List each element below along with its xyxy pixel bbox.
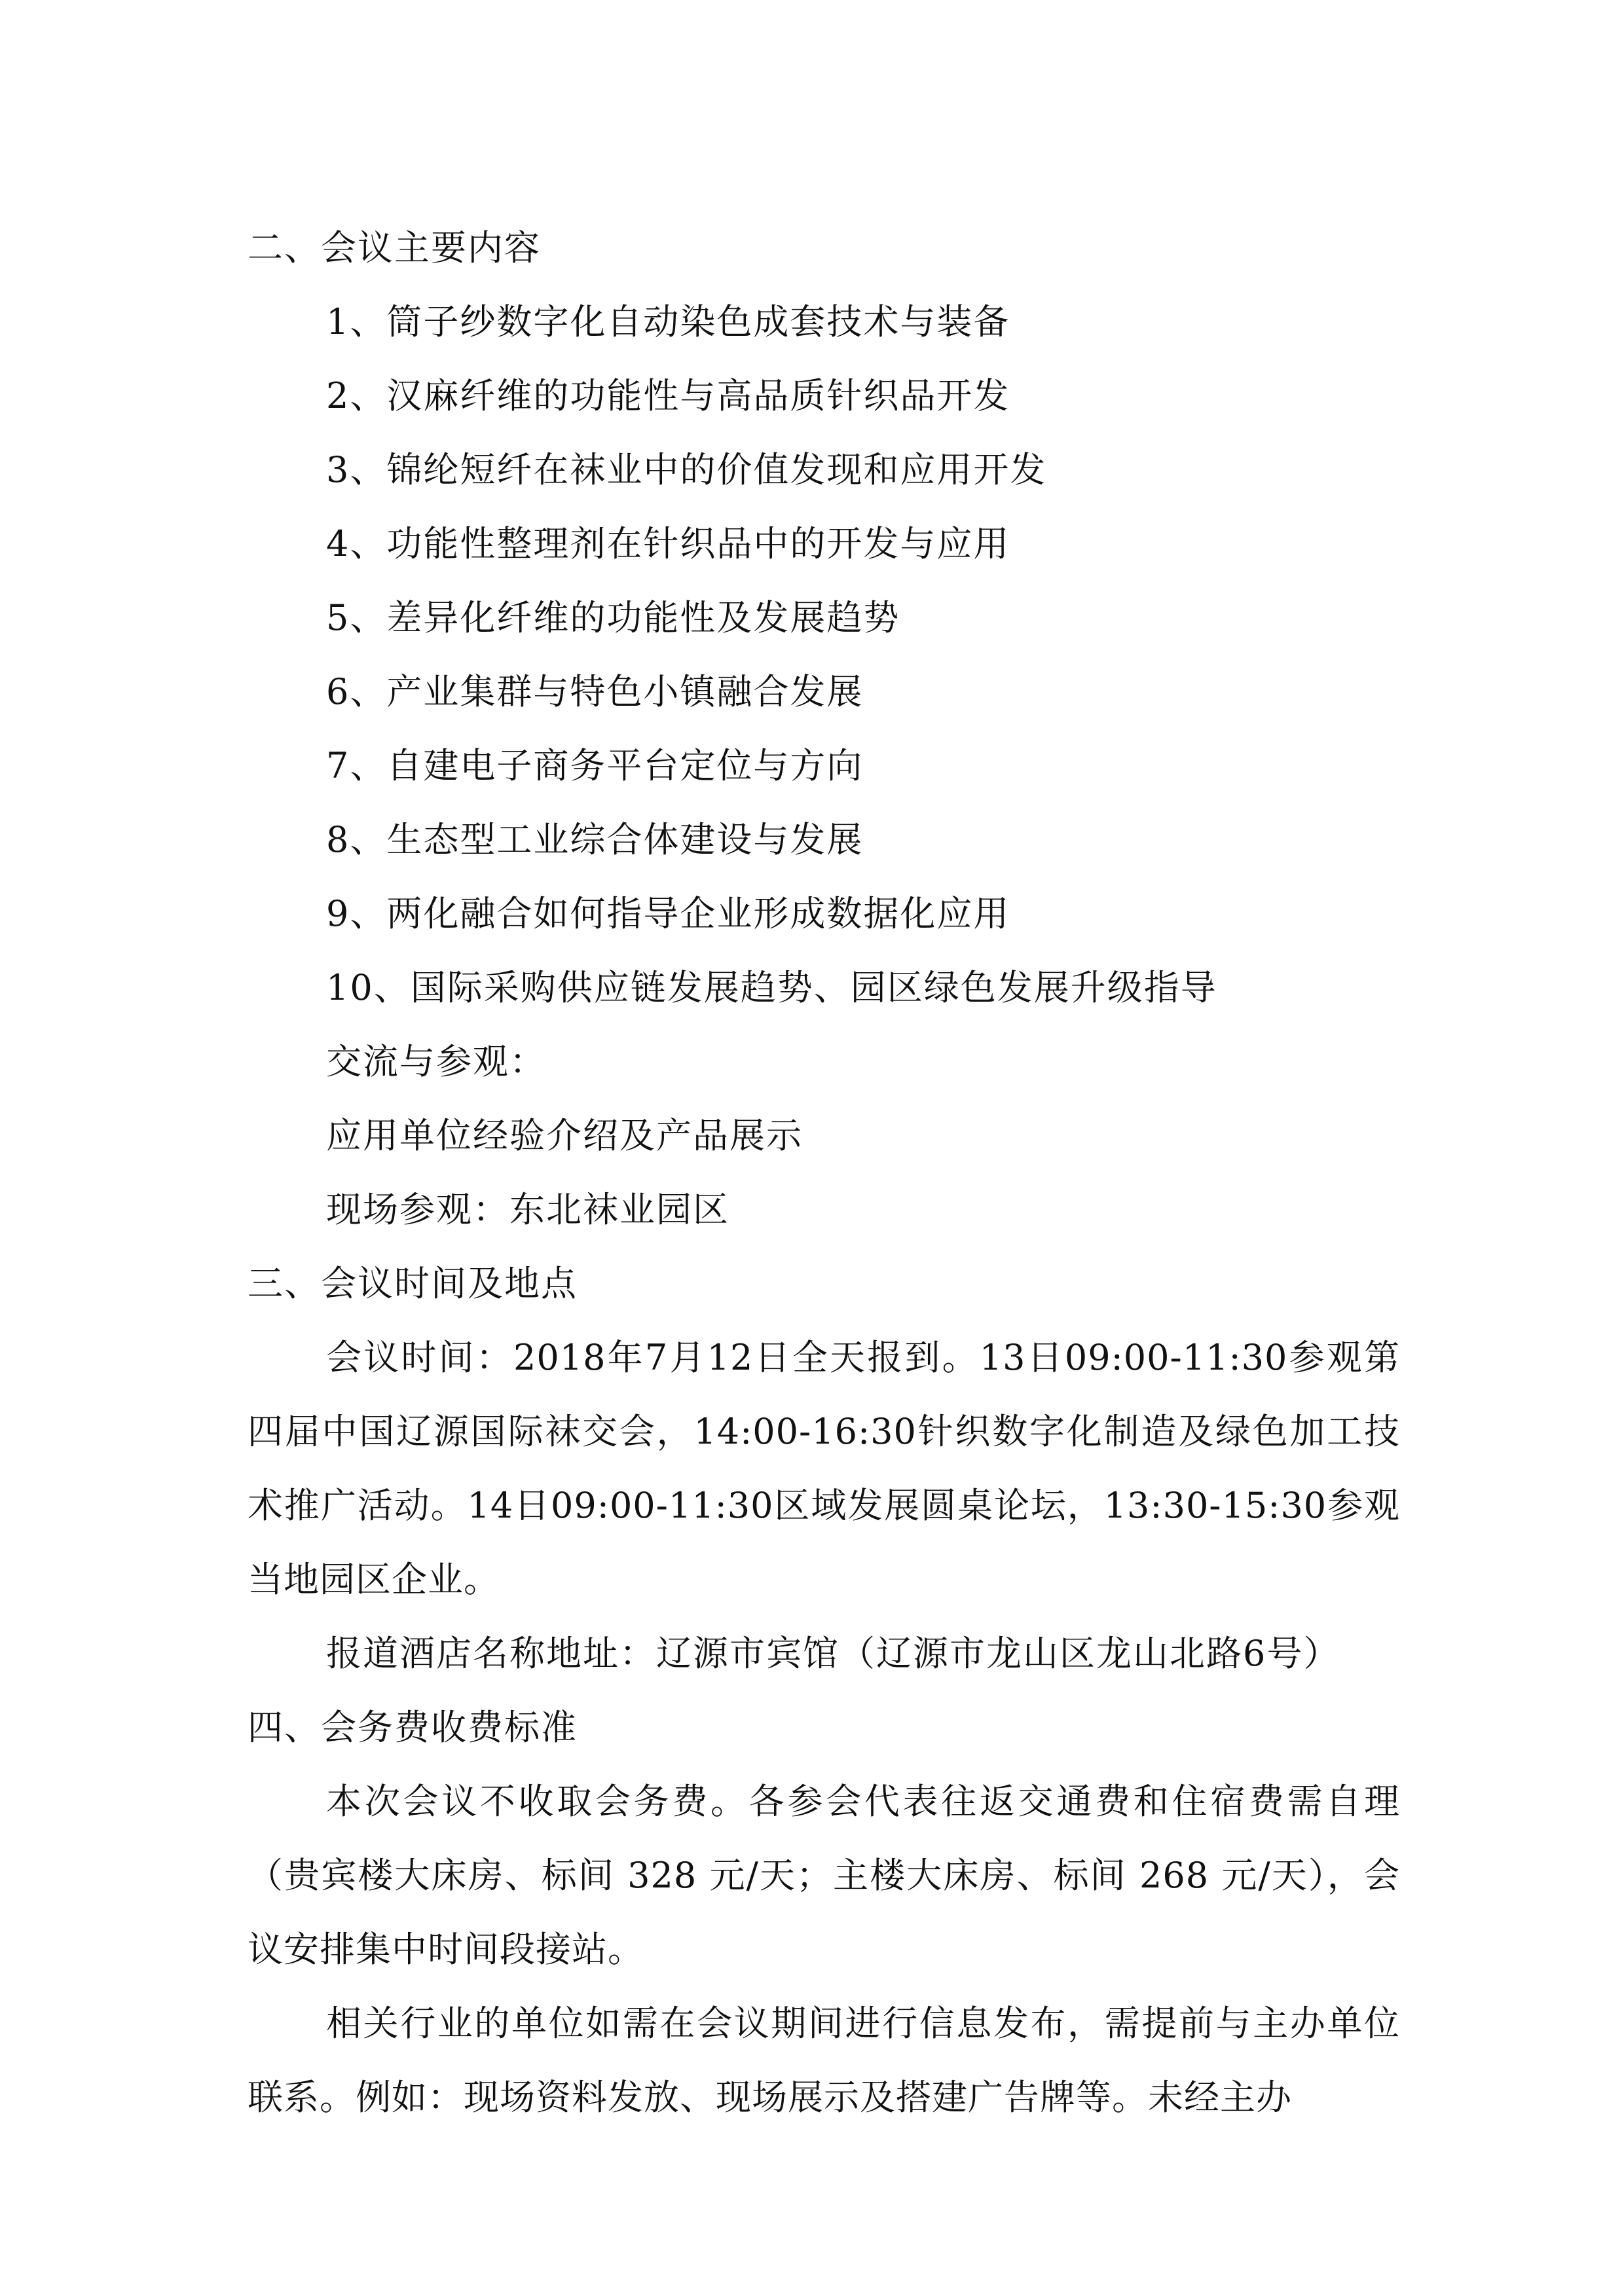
agenda-item-4: 4、功能性整理剂在针织品中的开发与应用 <box>326 523 1010 564</box>
agenda-item-8: 8、生态型工业综合体建设与发展 <box>326 819 864 860</box>
agenda-item-5: 5、差异化纤维的功能性及发展趋势 <box>326 597 900 638</box>
exchange-label: 交流与参观： <box>326 1041 546 1082</box>
section-4-heading: 四、会务费收费标准 <box>248 1707 578 1748</box>
agenda-item-2: 2、汉麻纤维的功能性与高品质针织品开发 <box>326 375 1010 416</box>
fee-paragraph: 本次会议不收取会务费。各参会代表往返交通费和住宿费需自理（贵宾楼大床房、标间 328 元/天；主楼大床房、标间 268 元/天），会议安排集中时间段接站。 <box>248 1781 1400 1970</box>
section-2-heading: 二、会议主要内容 <box>248 227 541 268</box>
agenda-item-6: 6、产业集群与特色小镇融合发展 <box>326 671 864 712</box>
meeting-time-paragraph: 会议时间：2018年7月12日全天报到。13日09:00-11:30参观第四届中国辽源国际袜交会，14:00-16:30针织数字化制造及绿色加工技术推广活动。14日09:00-11:30区域发展圆桌论坛，13:30-15:30参观当地园区企业。 <box>248 1337 1400 1600</box>
document-body <box>248 211 1400 2134</box>
info-release-paragraph: 相关行业的单位如需在会议期间进行信息发布，需提前与主办单位联系。例如：现场资料发放、现场展示及搭建广告牌等。未经主办 <box>248 2003 1400 2118</box>
hotel-paragraph: 报道酒店名称地址：辽源市宾馆（辽源市龙山区龙山北路6号） <box>326 1633 1340 1674</box>
exchange-item-1: 应用单位经验介绍及产品展示 <box>326 1115 803 1156</box>
section-3-heading: 三、会议时间及地点 <box>248 1263 578 1304</box>
agenda-item-10: 10、国际采购供应链发展趋势、园区绿色发展升级指导 <box>326 967 1217 1008</box>
agenda-item-1: 1、筒子纱数字化自动染色成套技术与装备 <box>326 301 1010 342</box>
agenda-item-9: 9、两化融合如何指导企业形成数据化应用 <box>326 893 1010 934</box>
agenda-item-3: 3、锦纶短纤在袜业中的价值发现和应用开发 <box>326 449 1047 490</box>
exchange-item-2: 现场参观：东北袜业园区 <box>326 1189 729 1230</box>
agenda-item-7: 7、自建电子商务平台定位与方向 <box>326 745 864 786</box>
